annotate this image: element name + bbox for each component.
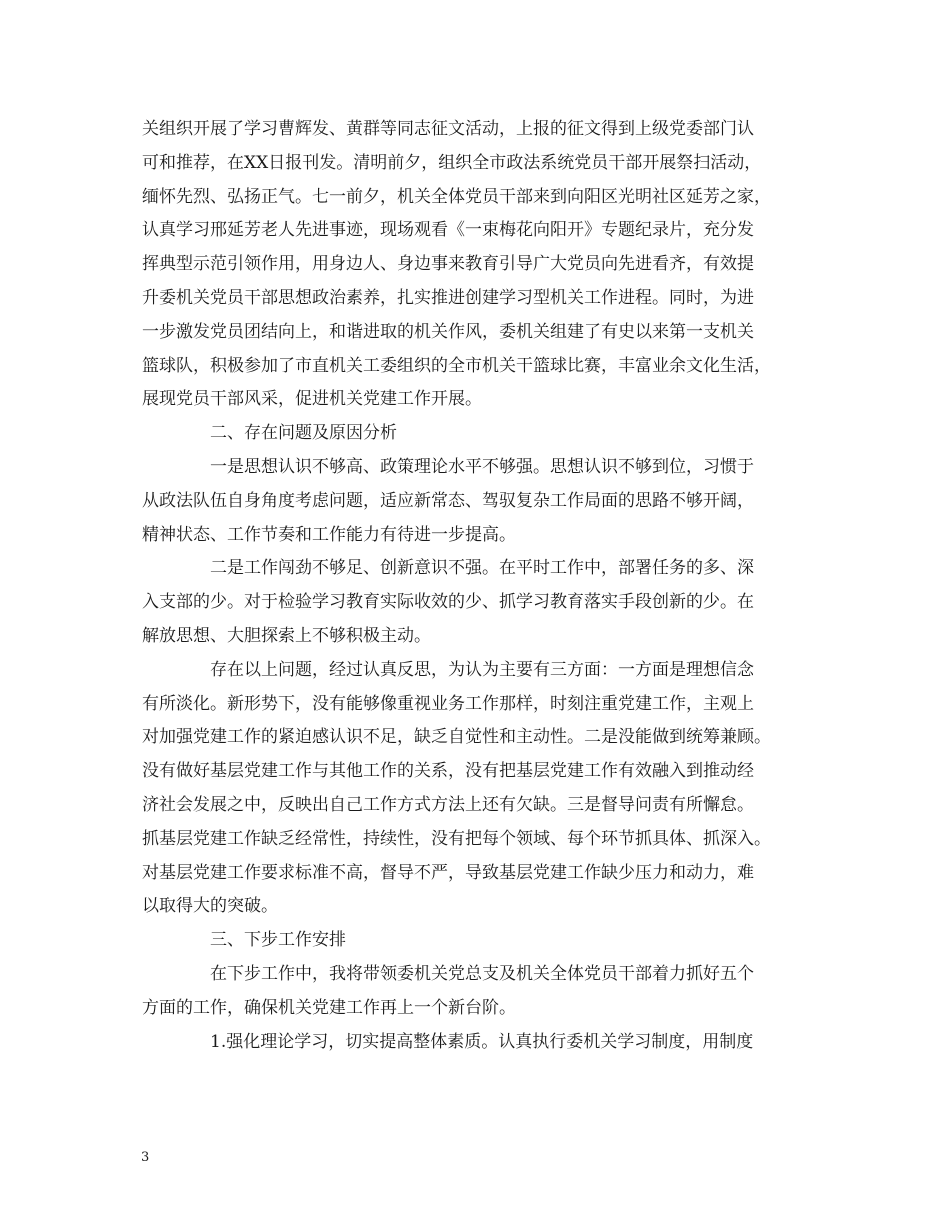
text-line: 抓基层党建工作缺乏经常性，持续性，没有把每个领域、每个环节抓具体、抓深入。 [142,828,771,849]
text-line: 认真学习邢延芳老人先进事迹，现场观看《一束梅花向阳开》专题纪录片，充分发 [142,220,754,241]
text-line: 济社会发展之中，反映出自己工作方式方法上还有欠缺。三是督导问责有所懈怠。 [142,794,754,815]
paragraph [142,924,830,958]
text-line: 没有做好基层党建工作与其他工作的关系，没有把基层党建工作有效融入到推动经 [142,761,754,782]
paragraph [142,552,830,653]
text-line: 篮球队，积极参加了市直机关工委组织的全市机关干篮球比赛，丰富业余文化生活， [142,355,771,376]
text-line: 方面的工作，确保机关党建工作再上一个新台阶。 [142,997,516,1018]
text-line: 有所淡化。新形势下，没有能够像重视业务工作那样，时刻注重党建工作，主观上 [142,693,754,714]
text-line: 展现党员干部风采，促进机关党建工作开展。 [142,389,482,410]
text-line: 二是工作闯劲不够足、创新意识不强。在平时工作中，部署任务的多、深 [210,558,754,579]
paragraph [142,1026,830,1060]
text-line: 从政法队伍自身角度考虑问题，适应新常态、驾驭复杂工作局面的思路不够开阔， [142,490,754,511]
text-line: 解放思想、大胆探索上不够积极主动。 [142,625,431,646]
paragraph [142,654,830,924]
page-number: 3 [141,1150,150,1165]
text-line: 升委机关党员干部思想政治素养，扎实推进创建学习型机关工作进程。同时，为进 [142,287,754,308]
text-line: 以取得大的突破。 [142,896,278,917]
text-line: 精神状态、工作节奏和工作能力有待进一步提高。 [142,524,516,545]
text-line: 入支部的少。对于检验学习教育实际收效的少、抓学习教育落实手段创新的少。在 [142,592,754,613]
text-line: 二、存在问题及原因分析 [210,423,397,444]
text-line: 一步激发党员团结向上，和谐进取的机关作风，委机关组建了有史以来第一支机关 [142,321,754,342]
paragraph [142,451,830,552]
text-line: 可和推荐，在XX日报刊发。清明前夕，组织全市政法系统党员干部开展祭扫活动， [142,152,762,173]
text-line: 缅怀先烈、弘扬正气。七一前夕，机关全体党员干部来到向阳区光明社区延芳之家， [142,186,771,207]
text-line: 三、下步工作安排 [210,930,346,951]
text-line: 对基层党建工作要求标准不高，督导不严，导致基层党建工作缺少压力和动力，难 [142,862,754,883]
paragraph [142,417,830,451]
text-line: 关组织开展了学习曹辉发、黄群等同志征文活动，上报的征文得到上级党委部门认 [142,119,754,139]
text-line: 一是思想认识不够高、政策理论水平不够强。思想认识不够到位，习惯于 [210,456,754,477]
text-line: 1.强化理论学习，切实提高整体素质。认真执行委机关学习制度，用制度 [210,1031,754,1052]
text-line: 在下步工作中，我将带领委机关党总支及机关全体党员干部着力抓好五个 [210,963,754,984]
paragraph [142,113,830,417]
text-line: 挥典型示范引领作用，用身边人、身边事来教育引导广大党员向先进看齐，有效提 [142,254,754,275]
text-line: 存在以上问题，经过认真反思，为认为主要有三方面：一方面是理想信念 [210,659,754,680]
text-line: 对加强党建工作的紧迫感认识不足，缺乏自觉性和主动性。二是没能做到统筹兼顾。 [142,727,771,748]
document-body [142,113,830,1059]
paragraph [142,958,830,1026]
